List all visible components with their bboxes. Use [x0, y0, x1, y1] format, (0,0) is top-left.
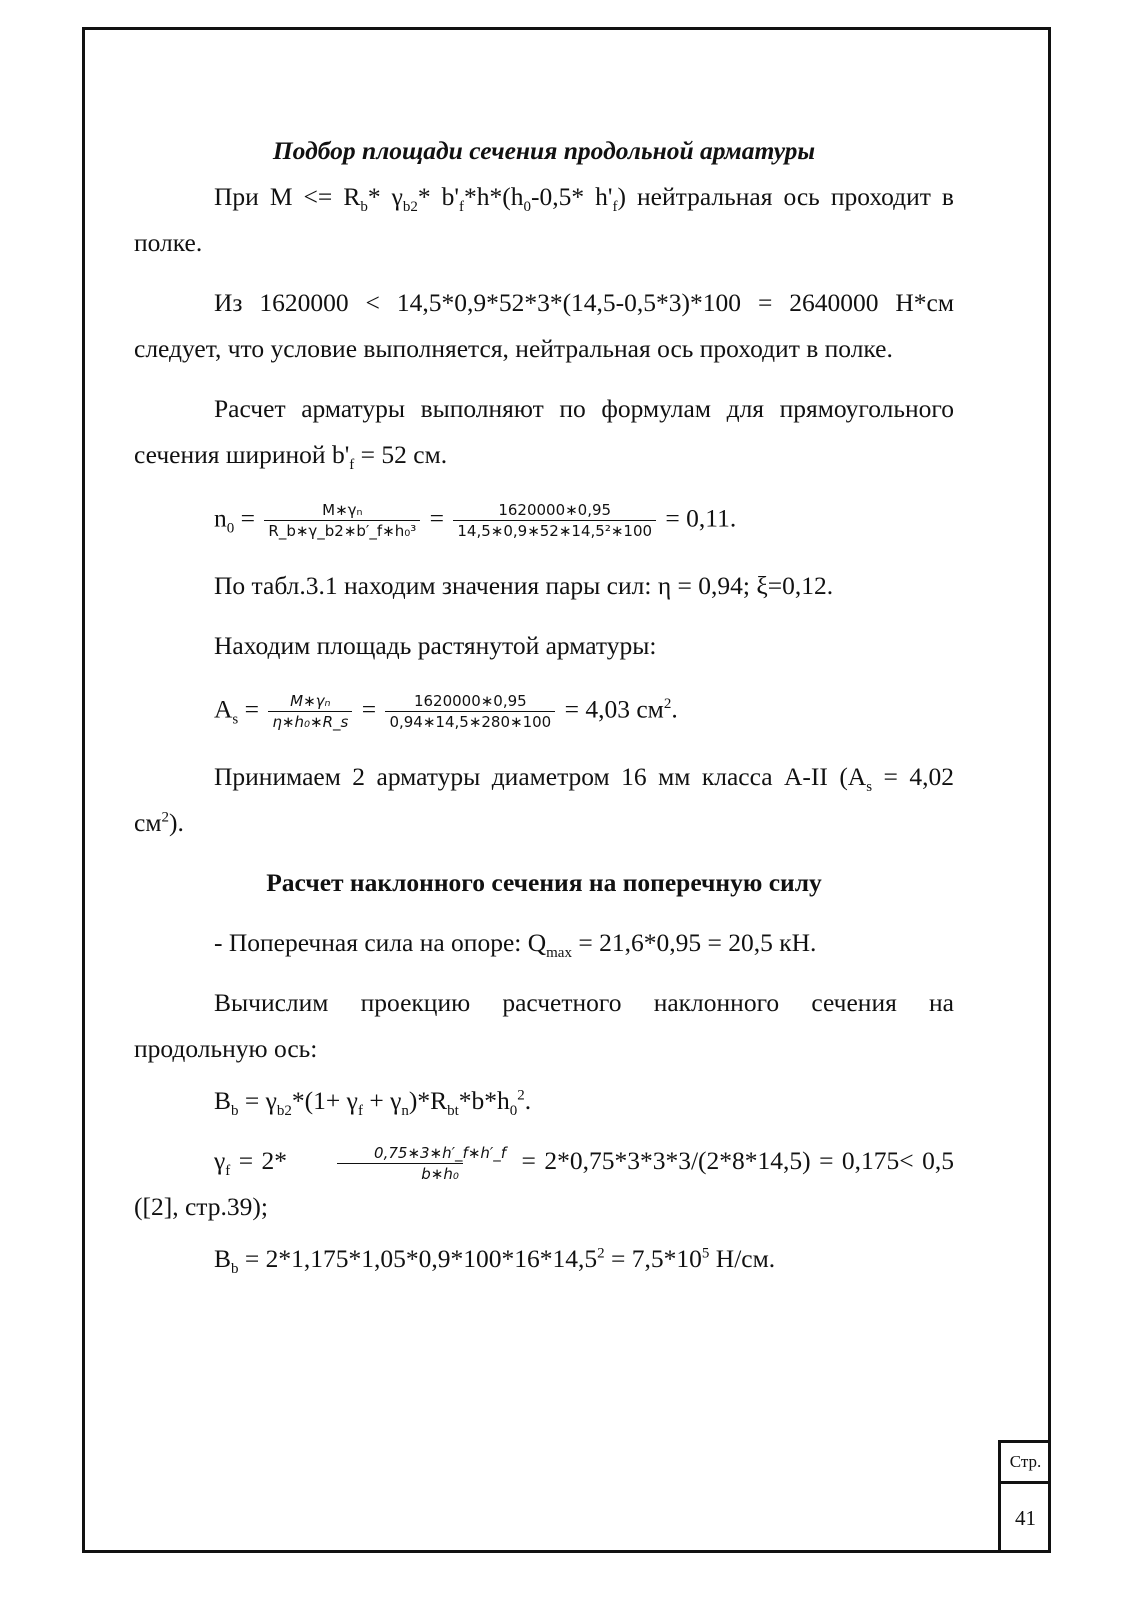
paragraph-check: Из 1620000 < 14,5*0,9*52*3*(14,5-0,5*3)*100 = 2640000 Н*см следует, что условие выполняется, нейтральная ось проходит в полке.: [134, 288, 954, 363]
fraction-gamma-f: $\frac{0,75∗3∗h'\_f∗h'\_f}{\text{b∗h₀}}$: [290, 1143, 510, 1184]
formula-gamma-f: $\gamma_f = 2*$ $\frac{0,75∗3∗h'\_f∗h'\_f}{\text{b∗h₀}}$ = 2*0,75*3*3*3/(2*8*14,5) = 0,175< 0,5 ([2], стр.39);: [134, 1143, 954, 1221]
section-heading-reinforcement: Подбор площади сечения продольной арматуры: [272, 136, 816, 165]
paragraph-condition: При $M <= R_b*$ $\gamma_{b2}*$ $b'_f*h*(h_0-0,5*$ $h'_f$) нейтральная ось проходит в полке.: [134, 182, 954, 257]
formula-n0: $n_0$ = $\frac{\text{M∗γₙ}}{\text{R\_b∗γ\_b2∗b′\_f∗h₀³}}$ = $\frac{1620000∗0,95}{\text{14,5∗0,9∗52∗14,5²∗100}}$ = 0,11.: [214, 501, 737, 540]
paragraph-calc-method: Расчет арматуры выполняют по формулам для прямоугольного сечения шириной $b'_f = 52$ см.: [134, 394, 954, 474]
paragraph-accepted-rebar: Принимаем 2 арматуры диаметром 16 мм класса A-II ($A_s = 4,02$ $см^2$).: [134, 762, 954, 837]
formula-bb-result: $B_b = 2*1,175*1,05*0,9*100*16*14,5^2 = 7,5*10^5$ Н/см.: [214, 1244, 776, 1278]
formula-bb: $B_b = \gamma_{b2}*(1+ \gamma_f + \gamma_n)*R_{bt}*b*h_0^2$.: [214, 1086, 532, 1120]
section-heading-shear: Расчет наклонного сечения на поперечную силу: [266, 868, 822, 897]
formula-as: $A_s$ = $\frac{\text{M∗γₙ}}{\text{η∗h₀∗R\_s}}$ = $\frac{1620000∗0,95}{0,94∗14,5∗280∗100}$ = 4,03 $см^2$.: [214, 692, 678, 731]
fraction-as-numeric: $\frac{1620000∗0,95}{0,94∗14,5∗280∗100}$: [385, 691, 555, 732]
paragraph-shear-force: - Поперечная сила на опоре: $Q_{max} = 21,6*0,95 = 20,5$ кН.: [214, 928, 817, 962]
fraction-as-symbolic: $\frac{\text{M∗γₙ}}{\text{η∗h₀∗R\_s}}$: [268, 691, 352, 732]
paragraph-table-lookup: По табл.3.1 находим значения пары сил: η = 0,94; ξ=0,12.: [214, 571, 834, 600]
page-number: 41: [1015, 1505, 1036, 1530]
page-label: Стр.: [1001, 1443, 1050, 1484]
paragraph-area-intro: Находим площадь растянутой арматуры:: [214, 631, 657, 660]
paragraph-projection: Вычислим проекцию расчетного наклонного сечения на продольную ось:: [134, 988, 954, 1063]
fraction-n0-numeric: $\frac{1620000∗0,95}{\text{14,5∗0,9∗52∗14,5²∗100}}$: [453, 500, 656, 541]
fraction-n0-symbolic: $\frac{\text{M∗γₙ}}{\text{R\_b∗γ\_b2∗b′\_f∗h₀³}}$: [264, 500, 420, 541]
page-content: [134, 128, 954, 1278]
page-number-stamp: [998, 1440, 1050, 1552]
